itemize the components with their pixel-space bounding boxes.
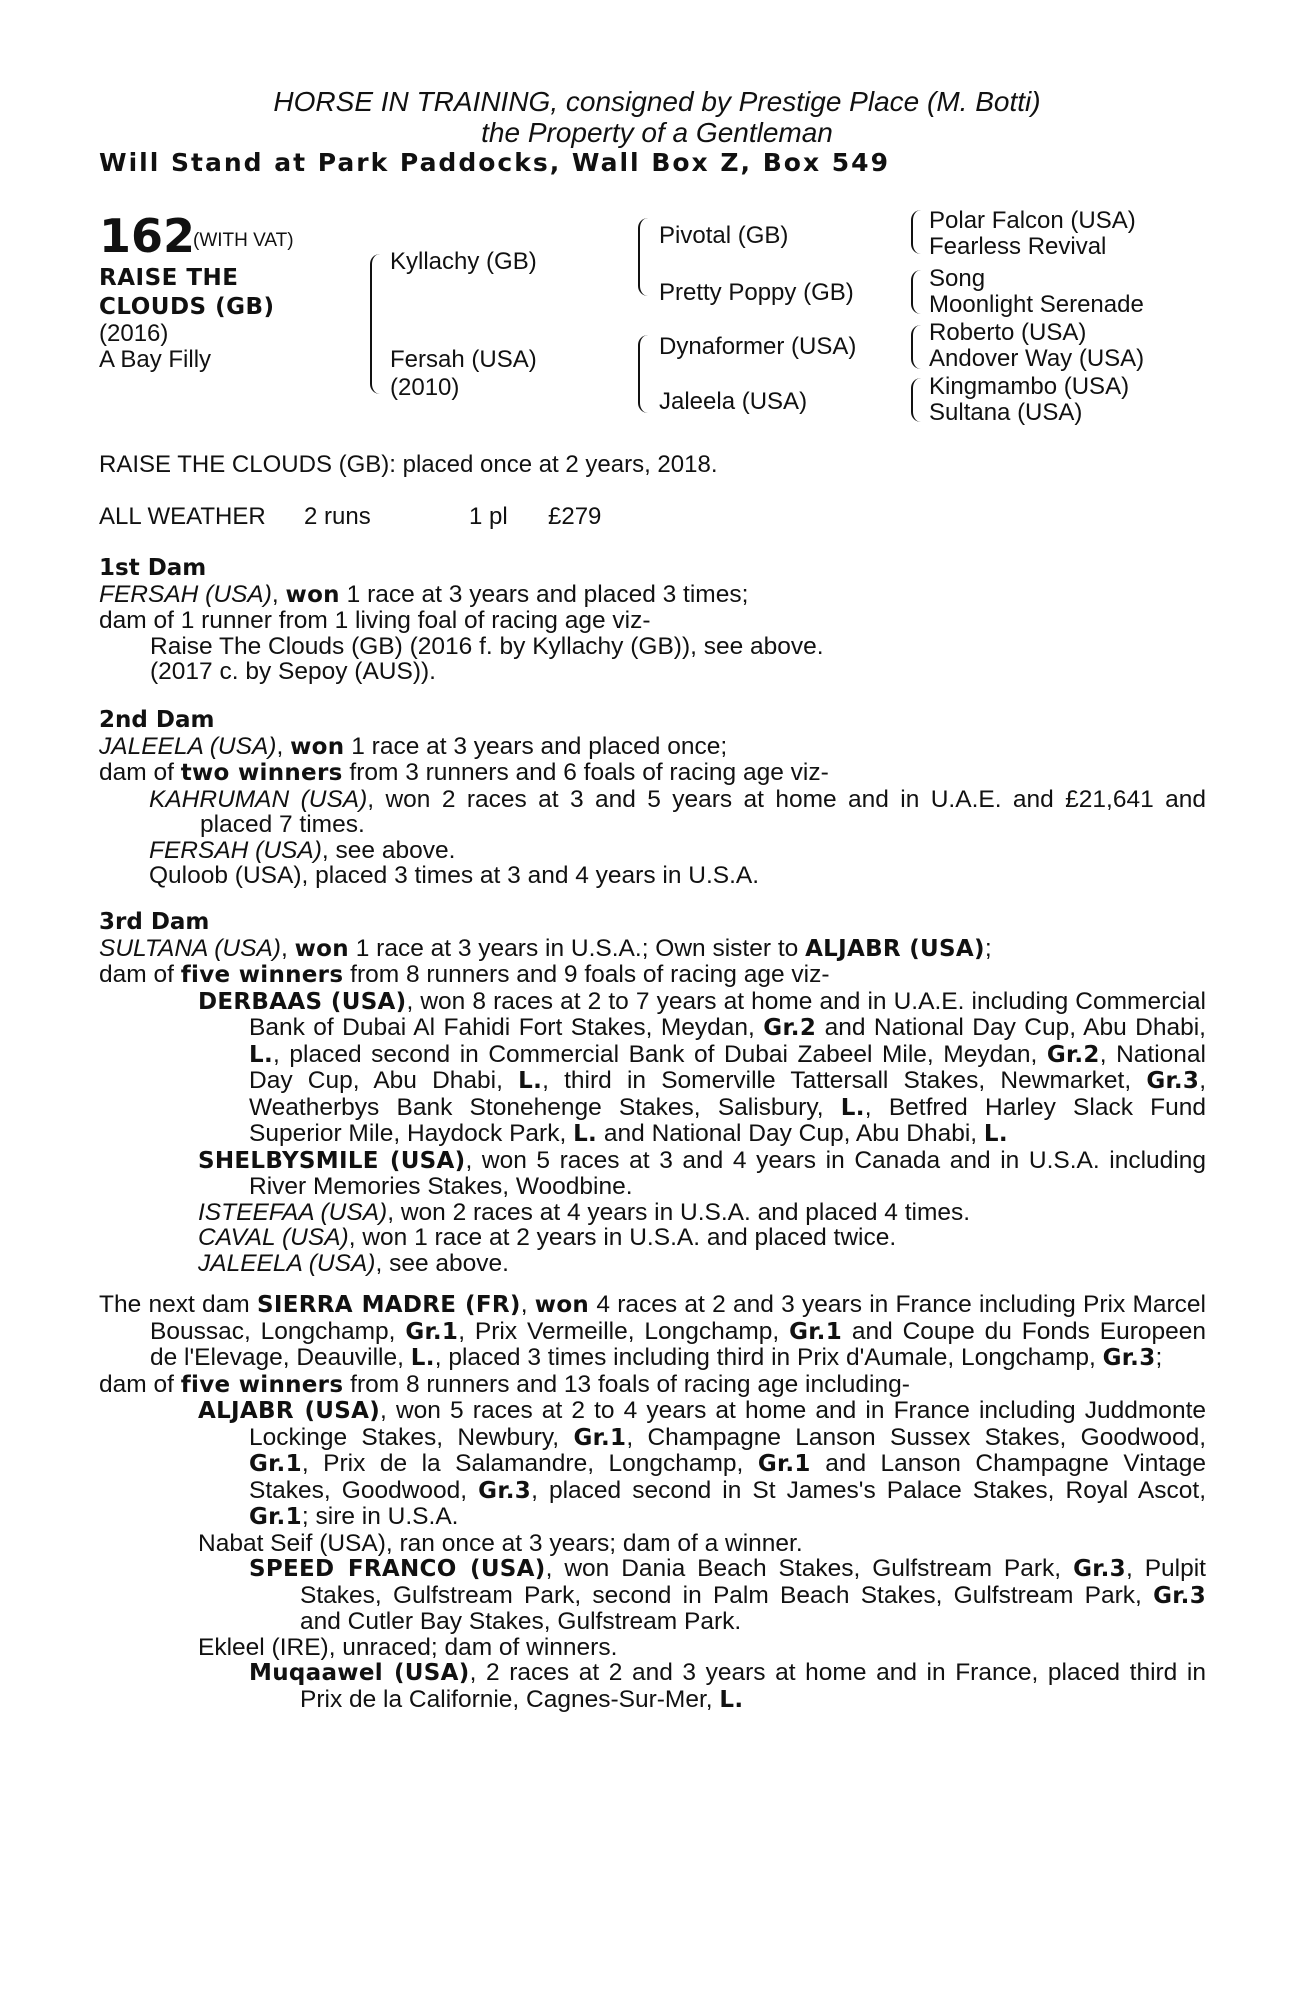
second-dam-winners: two winners <box>180 760 343 786</box>
next-dam-record <box>99 1292 1206 1372</box>
muqaawel-t1: , 2 races at 2 and 3 years at home and in France, placed third in Prix de la Californie, Cagnes-Sur-Mer, <box>300 1659 1206 1713</box>
ped-g5: Roberto (USA) <box>929 319 1087 346</box>
derbaas-t5: , third in Somerville Tattersall Stakes, Newmarket, <box>542 1067 1147 1094</box>
first-dam-won: won <box>285 581 340 608</box>
lot-vat: (WITH VAT) <box>193 230 294 251</box>
progeny-shelbysmile <box>99 1148 1206 1200</box>
second-dam-heading: 2nd Dam <box>99 707 215 733</box>
next-dam-g2: Gr.1 <box>789 1318 842 1345</box>
ped-dam-dam: Jaleela (USA) <box>659 388 808 415</box>
brace-g12 <box>911 210 921 254</box>
brace-sire-parents <box>638 218 648 296</box>
derbaas-l2: L. <box>518 1068 543 1094</box>
progeny-kahruman: KAHRUMAN (USA) <box>149 785 368 813</box>
shelbysmile-record: , won 5 races at 3 and 4 years in Canada and in U.S.A. including River Memories Stakes, Woodbine. <box>249 1146 1206 1200</box>
ped-dam: Fersah (USA) <box>390 346 537 373</box>
derbaas-g3: Gr.3 <box>1146 1068 1200 1094</box>
next-dam-section <box>99 1292 1206 1713</box>
progeny-caval <box>99 1225 1206 1251</box>
next-dam-produce-a: dam of <box>99 1370 181 1398</box>
next-dam-t2: , Prix Vermeille, Longchamp, <box>458 1317 790 1345</box>
progeny-speed-franco <box>99 1556 1206 1635</box>
aw-earnings: £279 <box>548 503 602 530</box>
next-dam-t4: , placed 3 times including third in Prix d'Aumale, Longchamp, <box>434 1344 1103 1371</box>
ped-sire: Kyllachy (GB) <box>390 248 537 275</box>
aljabr-t1: , won 5 races at 2 to 4 years at home and in France including Juddmonte Lockinge Stakes, Newbury, <box>249 1397 1206 1451</box>
derbaas-l4: L. <box>573 1121 598 1147</box>
next-dam-t3: and Coupe du Fonds Europeen de l'Elevage, Deauville, <box>150 1317 1206 1371</box>
third-dam-record: 1 race at 3 years in U.S.A.; Own sister to <box>348 934 806 962</box>
derbaas-l5: L. <box>983 1121 1008 1147</box>
next-dam-winners: five winners <box>180 1371 344 1398</box>
isteefaa-record: , won 2 races at 4 years in U.S.A. and placed 4 times. <box>387 1198 971 1226</box>
progeny-aljabr-name: ALJABR (USA) <box>198 1398 381 1424</box>
progeny-fersah-note: , see above. <box>321 836 456 864</box>
aljabr-g1: Gr.1 <box>573 1424 627 1451</box>
aw-placed: 1 pl <box>469 503 508 530</box>
brace-sire-dam <box>370 254 380 394</box>
third-dam-heading: 3rd Dam <box>99 909 210 935</box>
ped-dam-year: (2010) <box>390 374 460 401</box>
brace-dam-parents <box>638 335 648 413</box>
derbaas-g1: Gr.2 <box>763 1015 817 1041</box>
horse-name <box>99 264 275 322</box>
third-dam-semi: ; <box>984 934 992 962</box>
derbaas-t8: and National Day Cup, Abu Dhabi, <box>597 1120 984 1147</box>
header-consignor: HORSE IN TRAINING, consigned by Prestige Place (M. Botti) <box>273 86 1041 117</box>
second-dam-produce-c: from 3 runners and 6 foals of racing age viz- <box>342 759 829 786</box>
progeny-ekleel: Ekleel (IRE), unraced; dam of winners. <box>198 1633 618 1661</box>
progeny-derbaas <box>99 989 1206 1148</box>
speed-franco-g2: Gr.3 <box>1153 1582 1206 1609</box>
progeny-muqaawel <box>99 1660 1206 1713</box>
jaleela-note: , see above. <box>375 1249 509 1277</box>
third-dam-section: 3rd Dam SULTANA (USA), won 1 race at 3 years in U.S.A.; Own sister to ALJABR (USA); dam of five winners from 8 runners and 9 foals of racing age viz- DERBAAS (USA), won 8 races at 2 to 7 years at home and in U.A.E. including Commercial Bank of Dubai Al Fahidi Fort Stakes, Meydan, Gr.2 and National Day Cup, Abu Dhabi, L., placed second in Commercial Bank of Dubai Zabeel Mile, Meydan, Gr.2, National Day Cup, Abu Dhabi, L., third in Somerville Tattersall Stakes, Newmarket, Gr.3, Weatherbys Bank Stonehenge Stakes, Salisbury, L., Betfred Harley Slack Fund Superior Mile, Haydock Park, L. and National Day Cup, Abu Dhabi, L. SHELBYSMILE (USA), won 5 races at 3 and 4 years in Canada and in U.S.A. including River Memories Stakes, Woodbine. ISTEEFAA (USA), won 2 races at 4 years in U.S.A. and placed 4 times. CAVAL (USA), won 1 race at 2 years in U.S.A. and placed twice. JALEELA (USA), see above. <box>99 909 1207 1277</box>
horse-year: (2016) <box>99 320 169 347</box>
aljabr-g5: Gr.1 <box>249 1504 302 1530</box>
first-dam-progeny-1: Raise The Clouds (GB) (2016 f. by Kyllachy (GB)), see above. <box>150 632 824 660</box>
all-weather-record <box>99 503 699 531</box>
horse-name-line2: CLOUDS (GB) <box>99 294 275 320</box>
ped-dam-sire: Dynaformer (USA) <box>659 333 857 360</box>
aw-runs: 2 runs <box>304 503 371 530</box>
progeny-quloob: Quloob (USA), placed 3 times at 3 and 4 years in U.S.A. <box>149 862 760 889</box>
next-dam-t1: 4 races at 2 and 3 years in France including Prix Marcel Boussac, Longchamp, <box>150 1291 1206 1345</box>
ped-g4: Moonlight Serenade <box>929 291 1144 318</box>
aljabr-g2: Gr.1 <box>249 1451 302 1477</box>
progeny-muqaawel-name: Muqaawel (USA) <box>249 1660 470 1686</box>
aljabr-t2: , Champagne Lanson Sussex Stakes, Goodwood, <box>626 1423 1206 1451</box>
speed-franco-t1: , won Dania Beach Stakes, Gulfstream Park, <box>545 1555 1074 1582</box>
next-dam-l1: L. <box>410 1345 435 1371</box>
progeny-fersah: FERSAH (USA) <box>149 836 322 864</box>
progeny-derbaas-name: DERBAAS (USA) <box>198 988 407 1015</box>
speed-franco-t3: and Cutler Bay Stakes, Gulfstream Park. <box>300 1608 742 1635</box>
second-dam-produce-a: dam of <box>99 759 181 786</box>
ped-sire-sire: Pivotal (GB) <box>659 222 789 249</box>
next-dam-won: won <box>534 1292 590 1318</box>
derbaas-l1: L. <box>249 1041 273 1068</box>
progeny-kahruman-record: , won 2 races at 3 and 5 years at home and in U.A.E. and £21,641 and placed 7 times. <box>200 785 1206 838</box>
derbaas-t6: , Weatherbys Bank Stonehenge Stakes, Salisbury, <box>249 1067 1207 1121</box>
ped-g2: Fearless Revival <box>929 233 1107 260</box>
next-dam-name: SIERRA MADRE (FR) <box>256 1292 521 1318</box>
progeny-caval-name: CAVAL (USA) <box>198 1224 349 1251</box>
ped-g3: Song <box>929 265 986 292</box>
speed-franco-t2: , Pulpit Stakes, Gulfstream Park, second in Palm Beach Stakes, Gulfstream Park, <box>300 1555 1206 1609</box>
progeny-aljabr <box>99 1398 1206 1531</box>
first-dam-record: 1 race at 3 years and placed 3 times; <box>339 580 749 608</box>
next-dam-g1: Gr.1 <box>405 1318 459 1345</box>
third-dam-produce-a: dam of <box>99 961 181 988</box>
derbaas-t1: , won 8 races at 2 to 7 years at home and in U.A.E. including Commercial Bank of Dubai Al Fahidi Fort Stakes, Meydan, <box>249 987 1206 1041</box>
aljabr-t4: and Lanson Champagne Vintage Stakes, Goodwood, <box>249 1450 1207 1504</box>
third-dam-sister: ALJABR (USA) <box>805 935 985 962</box>
muqaawel-l1: L. <box>719 1686 744 1713</box>
ped-sire-dam: Pretty Poppy (GB) <box>659 279 854 306</box>
next-dam-produce-c: from 8 runners and 13 foals of racing age including- <box>343 1370 910 1398</box>
first-dam-section: 1st Dam FERSAH (USA), won 1 race at 3 years and placed 3 times; dam of 1 runner from 1 living foal of racing age viz- Raise The Clouds (GB) (2016 f. by Kyllachy (GB)), see above. (2017 c. by Sepoy (AUS)). <box>99 556 1206 685</box>
race-summary: RAISE THE CLOUDS (GB): placed once at 2 years, 2018. <box>99 451 718 478</box>
third-dam-winners: five winners <box>180 962 344 988</box>
progeny-shelbysmile-name: SHELBYSMILE (USA) <box>198 1147 466 1174</box>
third-dam-produce-c: from 8 runners and 9 foals of racing age viz- <box>343 961 830 988</box>
second-dam-won: won <box>290 733 345 760</box>
next-dam-t5: ; <box>1155 1344 1163 1371</box>
caval-record: , won 1 race at 2 years in U.S.A. and placed twice. <box>348 1224 897 1251</box>
derbaas-g2: Gr.2 <box>1046 1041 1100 1068</box>
brace-g34 <box>911 270 921 314</box>
horse-description: A Bay Filly <box>99 346 212 373</box>
next-dam-intro: The next dam <box>99 1291 257 1318</box>
next-dam-g3: Gr.3 <box>1102 1345 1156 1371</box>
brace-g56 <box>911 325 921 369</box>
horse-name-line1: RAISE THE <box>99 265 239 291</box>
derbaas-t3: , placed second in Commercial Bank of Dubai Zabeel Mile, Meydan, <box>273 1040 1047 1068</box>
progeny-speed-franco-name: SPEED FRANCO (USA) <box>249 1556 546 1582</box>
header-property: the Property of a Gentleman <box>481 117 833 148</box>
first-dam-name: FERSAH (USA) <box>99 580 272 608</box>
aljabr-g4: Gr.3 <box>478 1477 532 1504</box>
second-dam-name: JALEELA (USA) <box>99 732 277 760</box>
progeny-isteefaa <box>99 1200 1206 1226</box>
second-dam-section: 2nd Dam JALEELA (USA), won 1 race at 3 years and placed once; dam of two winners from 3 runners and 6 foals of racing age viz- KAHRUMAN (USA), won 2 races at 3 and 5 years at home and in U.A.E. and £21,641 and placed 7 times. FERSAH (USA), see above. Quloob (USA), placed 3 times at 3 and 4 years in U.S.A. <box>99 707 1206 889</box>
derbaas-t2: and National Day Cup, Abu Dhabi, <box>816 1014 1206 1041</box>
brace-g78 <box>911 378 921 422</box>
ped-g8: Sultana (USA) <box>929 399 1083 426</box>
progeny-nabat-seif: Nabat Seif (USA), ran once at 3 years; dam of a winner. <box>198 1529 803 1557</box>
next-dam-comma: , <box>520 1291 535 1318</box>
ped-g1: Polar Falcon (USA) <box>929 207 1136 234</box>
speed-franco-g1: Gr.3 <box>1073 1556 1126 1582</box>
aljabr-t6: ; sire in U.S.A. <box>301 1503 459 1530</box>
progeny-jaleela <box>99 1251 1206 1277</box>
derbaas-l3: L. <box>840 1094 865 1121</box>
aw-label: ALL WEATHER <box>99 503 266 530</box>
ped-g7: Kingmambo (USA) <box>929 373 1130 400</box>
first-dam-produce: dam of 1 runner from 1 living foal of racing age viz- <box>99 607 651 634</box>
derbaas-t7: , Betfred Harley Slack Fund Superior Mile, Haydock Park, <box>249 1093 1206 1147</box>
ped-g6: Andover Way (USA) <box>929 345 1145 372</box>
first-dam-progeny-2: (2017 c. by Sepoy (AUS)). <box>150 658 436 685</box>
third-dam-won: won <box>294 935 349 962</box>
progeny-jaleela-name: JALEELA (USA) <box>198 1249 376 1277</box>
first-dam-heading: 1st Dam <box>99 555 207 581</box>
aljabr-t5: , placed second in St James's Palace Stakes, Royal Ascot, <box>531 1476 1206 1504</box>
second-dam-record: 1 race at 3 years and placed once; <box>344 732 728 760</box>
progeny-isteefaa-name: ISTEEFAA (USA) <box>198 1198 388 1226</box>
header-stand: Will Stand at Park Paddocks, Wall Box Z, Box 549 <box>99 148 890 177</box>
lot-number: 162 <box>99 209 196 263</box>
aljabr-g3: Gr.1 <box>757 1451 811 1477</box>
derbaas-t4: , National Day Cup, Abu Dhabi, <box>249 1040 1206 1094</box>
aljabr-t3: , Prix de la Salamandre, Longchamp, <box>301 1450 758 1477</box>
third-dam-name: SULTANA (USA) <box>99 934 281 962</box>
